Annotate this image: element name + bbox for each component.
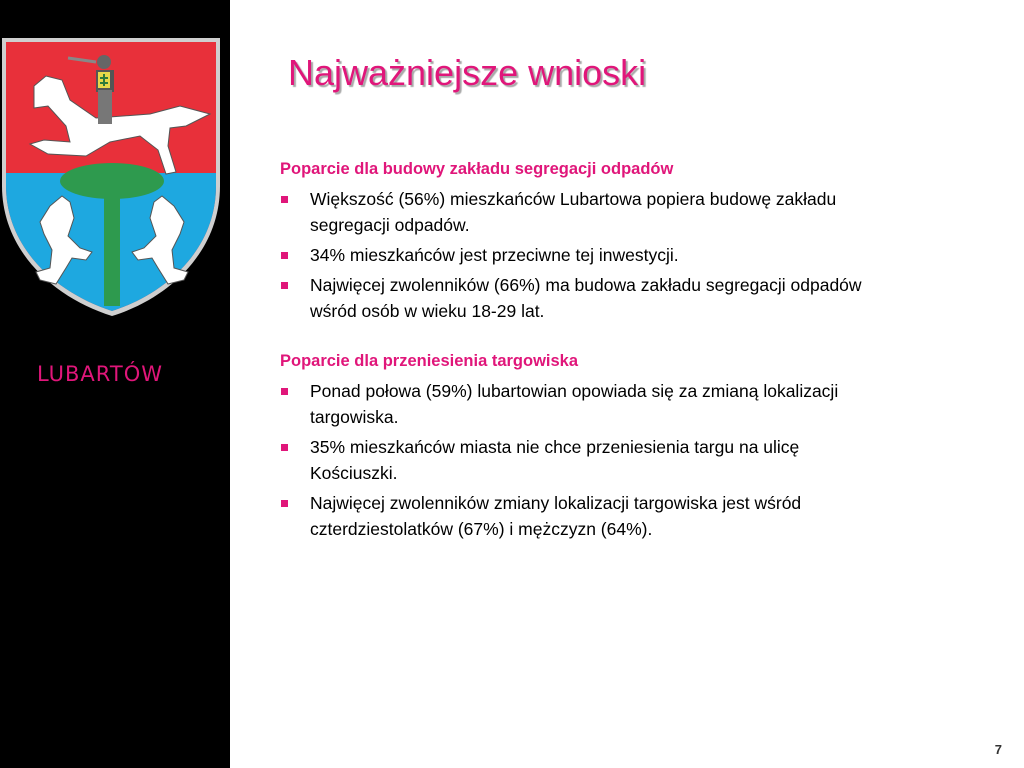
square-bullet-icon <box>281 282 288 289</box>
slide-title: Najważniejsze wnioski <box>288 52 647 93</box>
list-item-text: 35% mieszkańców miasta nie chce przeniesienia targu na ulicę Kościuszki. <box>310 437 800 483</box>
list-item <box>280 490 880 542</box>
bullet-list <box>280 186 880 324</box>
list-item-text: Najwięcej zwolenników (66%) ma budowa zakładu segregacji odpadów wśród osób w wieku 18-29 lat. <box>310 275 862 321</box>
square-bullet-icon <box>281 444 288 451</box>
square-bullet-icon <box>281 196 288 203</box>
list-item <box>280 378 880 430</box>
square-bullet-icon <box>281 500 288 507</box>
bullet-list <box>280 378 880 542</box>
list-item-text: 34% mieszkańców jest przeciwne tej inwestycji. <box>310 245 679 265</box>
coat-of-arms-icon <box>0 36 224 318</box>
list-item <box>280 242 880 268</box>
list-item <box>280 434 880 486</box>
square-bullet-icon <box>281 252 288 259</box>
page-number: 7 <box>994 742 1002 757</box>
slide-content <box>280 156 880 566</box>
list-item <box>280 272 880 324</box>
section-marketplace <box>280 348 880 542</box>
list-item-text: Ponad połowa (59%) lubartowian opowiada się za zmianą lokalizacji targowiska. <box>310 381 839 427</box>
section-heading: Poparcie dla przeniesienia targowiska <box>280 352 579 370</box>
town-name: LUBARTÓW <box>37 362 163 386</box>
list-item-text: Większość (56%) mieszkańców Lubartowa popiera budowę zakładu segregacji odpadów. <box>310 189 837 235</box>
section-waste-plant <box>280 156 880 324</box>
sidebar <box>0 0 230 768</box>
list-item <box>280 186 880 238</box>
section-heading: Poparcie dla budowy zakładu segregacji odpadów <box>280 160 674 178</box>
square-bullet-icon <box>281 388 288 395</box>
list-item-text: Najwięcej zwolenników zmiany lokalizacji targowiska jest wśród czterdziestolatków (67%) i mężczyzn (64%). <box>310 493 802 539</box>
